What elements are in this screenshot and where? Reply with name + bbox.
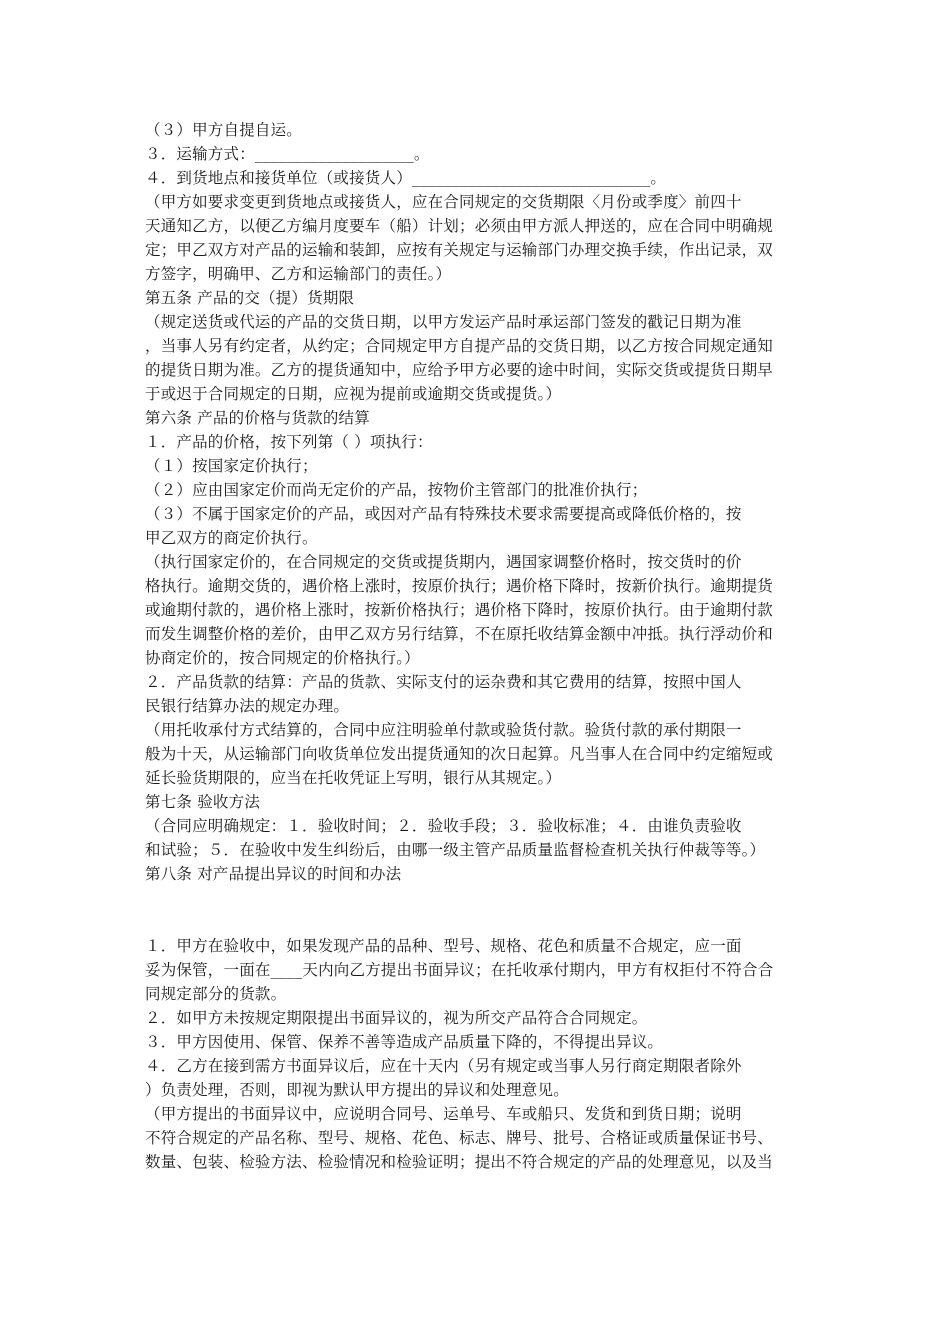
text-line: （执行国家定价的，在合同规定的交货或提货期内，遇国家调整价格时，按交货时的价 bbox=[145, 553, 742, 571]
text-line: 协商定价的，按合同规定的价格执行。） bbox=[145, 649, 420, 667]
section-heading: 第五条 产品的交（提）货期限 bbox=[145, 289, 355, 307]
text-line: 或逾期付款的，遇价格上涨时，按新价格执行；遇价格下降时，按原价执行。由于逾期付款 bbox=[145, 601, 774, 619]
text-line: 般为十天，从运输部门向收货单位发出提货通知的次日起算。凡当事人在合同中约定缩短或 bbox=[145, 745, 774, 763]
text-line: 不符合规定的产品名称、型号、规格、花色、标志、牌号、批号、合格证或质量保证书号、 bbox=[145, 1129, 774, 1147]
text-line: ４．乙方在接到需方书面异议后，应在十天内（另有规定或当事人另行商定期限者除外 bbox=[145, 1057, 742, 1075]
text-line: 而发生调整价格的差价，由甲乙双方另行结算，不在原托收结算金额中冲抵。执行浮动价和 bbox=[145, 625, 774, 643]
text-line: ）负责处理，否则，即视为默认甲方提出的异议和处理意见。 bbox=[145, 1081, 569, 1099]
text-line: 同规定部分的货款。 bbox=[145, 985, 287, 1003]
text-line: （３）甲方自提自运。 bbox=[145, 121, 303, 139]
section-heading: 第六条 产品的价格与货款的结算 bbox=[145, 409, 370, 427]
text-line: 甲乙双方的商定价执行。 bbox=[145, 529, 318, 547]
text-line: 和试验；５．在验收中发生纠纷后，由哪一级主管产品质量监督检查机关执行仲裁等等。） bbox=[145, 841, 766, 859]
text-line: ２．如甲方未按规定期限提出书面异议的，视为所交产品符合合同规定。 bbox=[145, 1009, 648, 1027]
text-line: （３）不属于国家定价的产品，或因对产品有特殊技术要求需要提高或降低价格的，按 bbox=[145, 505, 742, 523]
section-heading: 第七条 验收方法 bbox=[145, 793, 261, 811]
text-line: ３．甲方因使用、保管、保养不善等造成产品质量下降的，不得提出异议。 bbox=[145, 1033, 664, 1051]
text-line: ４．到货地点和接货单位（或接货人）______________________________。 bbox=[145, 169, 667, 187]
text-line: １．产品的价格，按下列第（ ）项执行： bbox=[145, 433, 433, 451]
text-line: 定；甲乙双方对产品的运输和装卸，应按有关规定与运输部门办理交换手续，作出记录，双 bbox=[145, 241, 774, 259]
text-line: （合同应明确规定：１．验收时间；２．验收手段；３．验收标准；４．由谁负责验收 bbox=[145, 817, 742, 835]
text-line: 延长验货期限的，应当在托收凭证上写明，银行从其规定。） bbox=[145, 769, 562, 787]
text-line: （１）按国家定价执行； bbox=[145, 457, 318, 475]
text-line: 民银行结算办法的规定办理。 bbox=[145, 697, 350, 715]
text-line: 于或迟于合同规定的日期，应视为提前或逾期交货或提货。） bbox=[145, 385, 562, 403]
text-line: ２．产品货款的结算：产品的货款、实际支付的运杂费和其它费用的结算，按照中国人 bbox=[145, 673, 742, 691]
text-line: ，当事人另有约定者，从约定；合同规定甲方自提产品的交货日期，以乙方按合同规定通知 bbox=[145, 337, 774, 355]
section-heading: 第八条 对产品提出异议的时间和办法 bbox=[145, 865, 402, 883]
text-line: （甲方如要求变更到货地点或接货人，应在合同规定的交货期限〈月份或季度〉前四十 bbox=[145, 193, 742, 211]
text-line: 天通知乙方，以便乙方编月度要车（船）计划；必须由甲方派人押送的，应在合同中明确规 bbox=[145, 217, 774, 235]
text-line: 方签字，明确甲、乙方和运输部门的责任。） bbox=[145, 265, 452, 283]
text-line: （规定送货或代运的产品的交货日期，以甲方发运产品时承运部门签发的戳记日期为准 bbox=[145, 313, 742, 331]
text-line: 数量、包装、检验方法、检验情况和检验证明；提出不符合规定的产品的处理意见，以及当 bbox=[145, 1153, 774, 1171]
text-line: 妥为保管，一面在____天内向乙方提出书面异议；在托收承付期内，甲方有权拒付不符合合 bbox=[145, 961, 774, 979]
text-line: ３．运输方式：____________________。 bbox=[145, 145, 430, 163]
text-line: １．甲方在验收中，如果发现产品的品种、型号、规格、花色和质量不合规定，应一面 bbox=[145, 937, 742, 955]
text-line: （２）应由国家定价而尚无定价的产品，按物价主管部门的批准价执行； bbox=[145, 481, 648, 499]
text-line: （甲方提出的书面异议中，应说明合同号、运单号、车或船只、发货和到货日期；说明 bbox=[145, 1105, 742, 1123]
text-line: （用托收承付方式结算的，合同中应注明验单付款或验货付款。验货付款的承付期限一 bbox=[145, 721, 742, 739]
text-line: 格执行。逾期交货的，遇价格上涨时，按原价执行；遇价格下降时，按新价执行。逾期提货 bbox=[145, 577, 774, 595]
text-line: 的提货日期为准。乙方的提货通知中，应给予甲方必要的途中时间，实际交货或提货日期早 bbox=[145, 361, 774, 379]
